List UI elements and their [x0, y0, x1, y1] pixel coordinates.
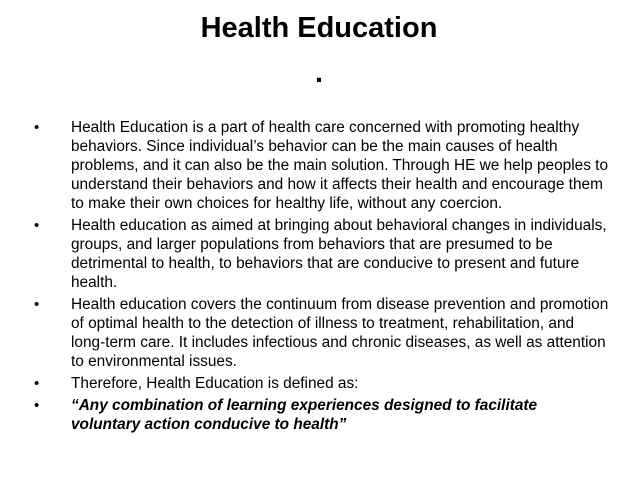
slide-title: Health Education: [200, 12, 438, 44]
bullet-glyph: •: [34, 217, 40, 234]
bullet-list: [34, 118, 609, 437]
bullet-glyph: •: [34, 397, 40, 414]
bullet-glyph: •: [34, 375, 40, 392]
bullet-item-2: [34, 216, 609, 292]
bullet-text-1: Health Education is a part of health care concerned with promoting healthy behaviors. Since individual’s behavior can be the main causes of health problems, and it can also be the main solution. Through HE we help peoples to understand their behaviors and how it affects their health and encourage them to make their own choices for healthy life, without any coercion.: [71, 119, 609, 212]
bullet-item-3: [34, 295, 609, 371]
bullet-text-3: Health education covers the continuum from disease prevention and promotion of optimal health to the detection of illness to treatment, rehabilitation, and long-term care. It includes infectious and chronic diseases, as well as attention to environmental issues.: [71, 296, 609, 370]
bullet-item-4: [34, 374, 609, 393]
bullet-glyph: •: [34, 119, 40, 136]
bullet-text-4: Therefore, Health Education is defined as:: [71, 375, 359, 392]
bullet-item-1: [34, 118, 609, 213]
bullet-glyph: •: [34, 296, 40, 313]
bullet-item-5: [34, 396, 609, 434]
definition-quote: “Any combination of learning experiences designed to facilitate voluntary action conducive to health”: [71, 397, 538, 433]
title-dot: .: [314, 57, 324, 89]
bullet-text-2: Health education as aimed at bringing about behavioral changes in individuals, groups, and larger populations from behaviors that are presumed to be detrimental to health, to behaviors that are conducive to present and future health.: [71, 217, 607, 291]
